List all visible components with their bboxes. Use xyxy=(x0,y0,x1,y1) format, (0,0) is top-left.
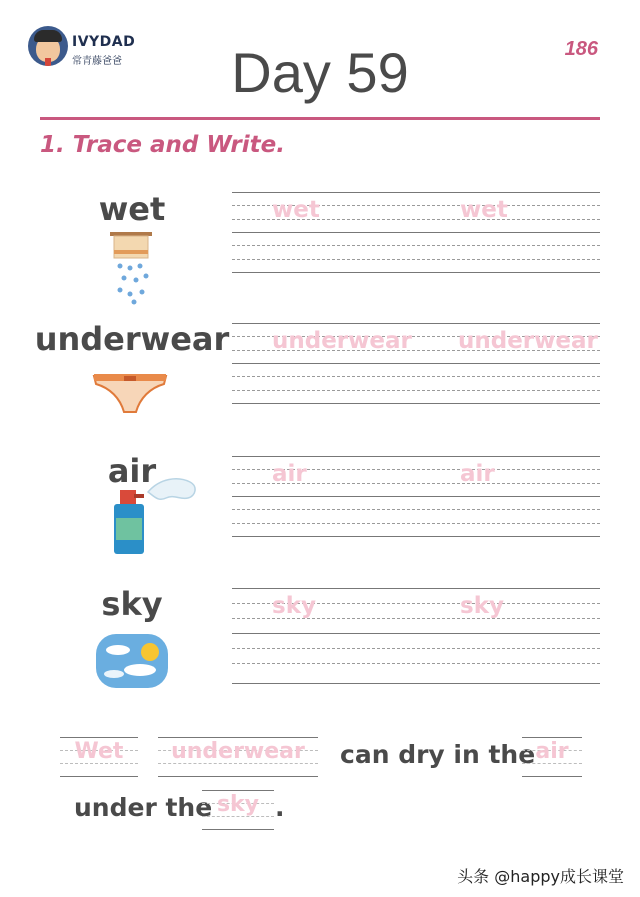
underwear-icon xyxy=(90,370,170,414)
brand-subtitle: 常青藤爸爸 xyxy=(72,56,122,67)
trace-word: air xyxy=(535,739,569,764)
trace-word: air xyxy=(460,461,495,487)
sentence-text: can dry in the xyxy=(340,740,536,769)
sentence-blank[interactable] xyxy=(202,790,274,830)
page-title: Day 59 xyxy=(231,41,409,104)
trace-word: Wet xyxy=(74,739,124,764)
writing-lines[interactable] xyxy=(232,192,600,282)
trace-word: sky xyxy=(272,593,316,619)
trace-word: wet xyxy=(460,197,508,223)
brand-name: IVYDAD xyxy=(72,34,136,50)
writing-lines[interactable] xyxy=(232,323,600,413)
sentence-blank[interactable] xyxy=(522,737,582,777)
page-number: 186 xyxy=(564,38,598,60)
watermark: 头条 @happy成长课堂 xyxy=(457,867,624,886)
sentence-text: under the xyxy=(74,793,213,822)
sky-sun-clouds-icon xyxy=(96,634,168,688)
word-label: air xyxy=(107,452,157,490)
trace-word: wet xyxy=(272,197,320,223)
trace-word: underwear xyxy=(171,739,305,764)
header-divider xyxy=(40,117,600,120)
trace-word: underwear xyxy=(458,328,598,354)
trace-word: underwear xyxy=(272,328,412,354)
towel-dripping-icon xyxy=(108,230,154,306)
sentence-blank[interactable] xyxy=(158,737,318,777)
word-label: wet xyxy=(98,190,166,228)
trace-word: air xyxy=(272,461,307,487)
spray-can-icon xyxy=(108,474,200,558)
word-label: sky xyxy=(101,585,163,623)
word-label: underwear xyxy=(34,320,230,358)
section-title: 1. Trace and Write. xyxy=(40,132,285,158)
writing-lines[interactable] xyxy=(232,588,600,688)
writing-lines[interactable] xyxy=(232,456,600,546)
trace-word: sky xyxy=(460,593,504,619)
sentence-period: . xyxy=(275,793,285,822)
sentence-blank[interactable] xyxy=(60,737,138,777)
trace-word: sky xyxy=(216,792,260,817)
